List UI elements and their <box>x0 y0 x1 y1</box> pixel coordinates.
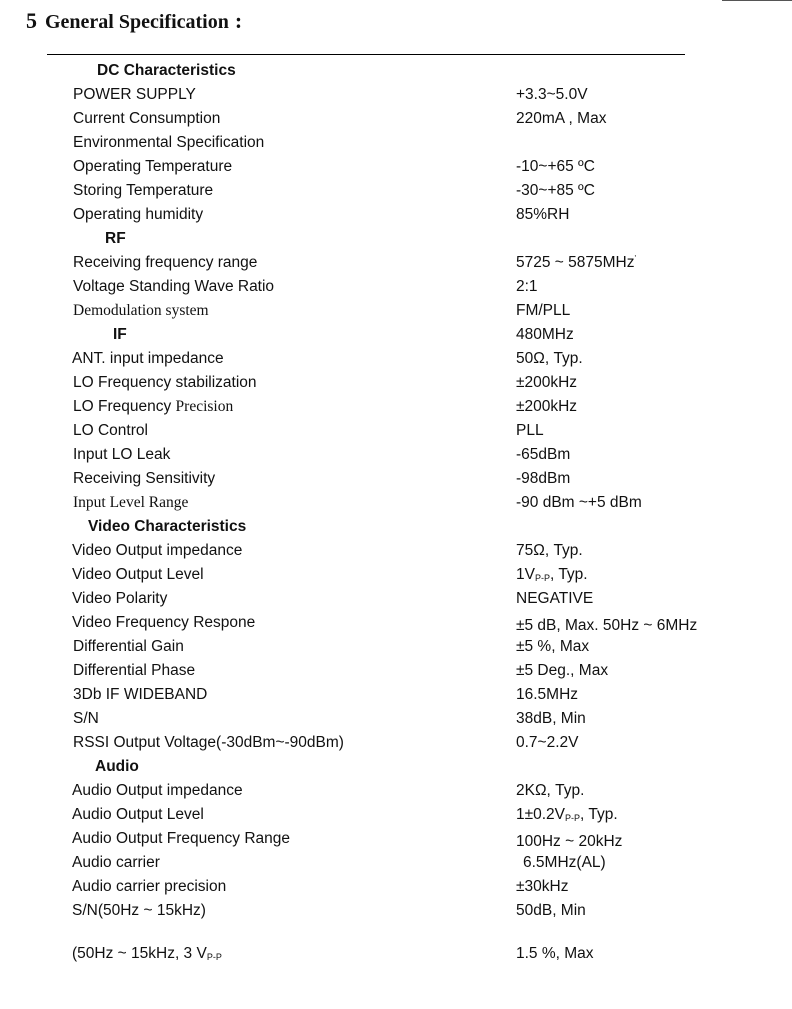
spec-row-demod <box>0 302 792 324</box>
spec-label: Video Polarity <box>72 590 168 607</box>
spec-label: S/N <box>73 710 99 727</box>
spec-value: 50Ω, Typ. <box>516 350 583 367</box>
page-edge-rule <box>722 0 792 1</box>
spec-label: Audio carrier <box>72 854 160 871</box>
spec-label: ANT. input impedance <box>72 350 224 367</box>
spec-row-distortion <box>0 945 792 967</box>
spec-row-aud-sn <box>0 902 792 924</box>
spec-value: -98dBm <box>516 470 571 487</box>
section-audio <box>0 758 792 780</box>
spec-value: ±5 Deg., Max <box>516 662 609 679</box>
spec-row-diff-gain <box>0 638 792 660</box>
spec-label: Audio Output impedance <box>72 782 243 799</box>
spec-row-level-range <box>0 494 792 516</box>
spec-value: PLL <box>516 422 544 439</box>
spec-row-ant-imp <box>0 350 792 372</box>
spec-value: FM/PLL <box>516 302 571 319</box>
spec-row-env <box>0 134 792 156</box>
spec-value: 100Hz ~ 20kHz <box>516 833 623 850</box>
spec-row-aud-level <box>0 806 792 828</box>
spec-value: 75Ω, Typ. <box>516 542 583 559</box>
spec-value: 2:1 <box>516 278 538 295</box>
spec-label: Input Level Range <box>73 494 189 511</box>
spec-value: -65dBm <box>516 446 571 463</box>
spec-label: Storing Temperature <box>73 182 214 199</box>
spec-row-lo-ctrl <box>0 422 792 444</box>
spec-value: 480MHz <box>516 326 574 343</box>
spec-row-vid-freq <box>0 614 792 636</box>
spec-value: 1.5 %, Max <box>516 945 594 962</box>
spec-label: Operating humidity <box>73 206 204 223</box>
spec-label: Demodulation system <box>73 302 209 319</box>
spec-row-lo-leak <box>0 446 792 468</box>
spec-row-humidity <box>0 206 792 228</box>
spec-value: -30~+85 ºC <box>516 182 595 199</box>
heading-divider <box>47 54 685 55</box>
section-rf <box>0 230 792 252</box>
spec-label: LO Frequency Precision <box>73 398 234 415</box>
spec-value: -90 dBm ~+5 dBm <box>516 494 642 511</box>
spec-value: -10~+65 ºC <box>516 158 595 175</box>
section-audio-title: Audio <box>95 758 139 775</box>
section-dc <box>0 62 792 84</box>
spec-value: 50dB, Min <box>516 902 586 919</box>
spec-value: 5725 ~ 5875MHz' <box>516 254 637 271</box>
spec-row-lo-stab <box>0 374 792 396</box>
spec-label: Video Output impedance <box>72 542 243 559</box>
spec-label: S/N(50Hz ~ 15kHz) <box>72 902 206 919</box>
spec-value: ±200kHz <box>516 398 578 415</box>
section-heading <box>26 8 242 34</box>
spec-value: 220mA , Max <box>516 110 607 127</box>
spec-row-vid-imp <box>0 542 792 564</box>
spec-value: 0.7~2.2V <box>516 734 579 751</box>
section-if-title: IF <box>113 326 127 343</box>
spec-row-recv-freq <box>0 254 792 276</box>
spec-label: POWER SUPPLY <box>73 86 196 103</box>
spec-value: $1\pm 0.2V_{P-P}$, Typ. <box>516 806 618 823</box>
spec-row-rssi <box>0 734 792 756</box>
section-dc-title: DC Characteristics <box>97 62 236 79</box>
footnote-mark: ' <box>634 254 637 263</box>
spec-value: +3.3~5.0V <box>516 86 588 103</box>
section-number: 5 <box>26 8 37 33</box>
spec-row-aud-prec <box>0 878 792 900</box>
spec-label: Voltage Standing Wave Ratio <box>73 278 275 295</box>
spec-row-sensitivity <box>0 470 792 492</box>
spec-row-diff-phase <box>0 662 792 684</box>
section-video-title: Video Characteristics <box>88 518 247 535</box>
spec-label: 3Db IF WIDEBAND <box>73 686 208 703</box>
spec-row-aud-freq <box>0 830 792 852</box>
spec-label: Operating Temperature <box>73 158 233 175</box>
spec-label: (50Hz ~ 15kHz, 3 $V_{P-P}$ <box>72 945 222 962</box>
spec-row-lo-prec <box>0 398 792 420</box>
spec-value: 2KΩ, Typ. <box>516 782 585 799</box>
spec-label: Differential Gain <box>73 638 184 655</box>
heading-colon: : <box>234 8 243 33</box>
spec-row-op-temp <box>0 158 792 180</box>
spec-row-aud-imp <box>0 782 792 804</box>
spec-value: 85%RH <box>516 206 570 223</box>
section-title: General Specification <box>45 11 229 33</box>
spec-row-aud-carrier <box>0 854 792 876</box>
section-if <box>0 326 792 348</box>
spec-row-vid-pol <box>0 590 792 612</box>
spec-value: ±5 dB, Max. 50Hz ~ 6MHz <box>516 617 698 634</box>
section-video <box>0 518 792 540</box>
spec-value: NEGATIVE <box>516 590 594 607</box>
spec-label: Environmental Specification <box>73 134 265 151</box>
spec-value: ±5 %, Max <box>516 638 590 655</box>
spec-label: Receiving Sensitivity <box>73 470 216 487</box>
section-rf-title: RF <box>105 230 126 247</box>
spec-label: RSSI Output Voltage(-30dBm~-90dBm) <box>73 734 344 751</box>
spec-row-if-wide <box>0 686 792 708</box>
spec-label: Video Output Level <box>72 566 204 583</box>
spec-label: Audio carrier precision <box>72 878 227 895</box>
spec-label: LO Frequency stabilization <box>73 374 257 391</box>
spec-value: 6.5MHz(AL) <box>523 854 606 871</box>
spec-label: Current Consumption <box>73 110 221 127</box>
spec-row-vid-level <box>0 566 792 588</box>
spec-label: Video Frequency Respone <box>72 614 256 631</box>
spec-label: Audio Output Frequency Range <box>72 830 290 847</box>
spec-label: Receiving frequency range <box>73 254 258 271</box>
spec-row-sn <box>0 710 792 732</box>
spec-value: 16.5MHz <box>516 686 579 703</box>
spec-row-store-temp <box>0 182 792 204</box>
spec-value: $1V_{P-P}$, Typ. <box>516 566 588 583</box>
spec-row-current <box>0 110 792 132</box>
spec-row-vswr <box>0 278 792 300</box>
spec-label: Input LO Leak <box>73 446 171 463</box>
spec-row-power-supply <box>0 86 792 108</box>
spec-value: ±200kHz <box>516 374 578 391</box>
spec-label: LO Control <box>73 422 148 439</box>
spec-label: Audio Output Level <box>72 806 204 823</box>
spec-value: ±30kHz <box>516 878 569 895</box>
spec-value: 38dB, Min <box>516 710 586 727</box>
spec-label: Differential Phase <box>73 662 196 679</box>
